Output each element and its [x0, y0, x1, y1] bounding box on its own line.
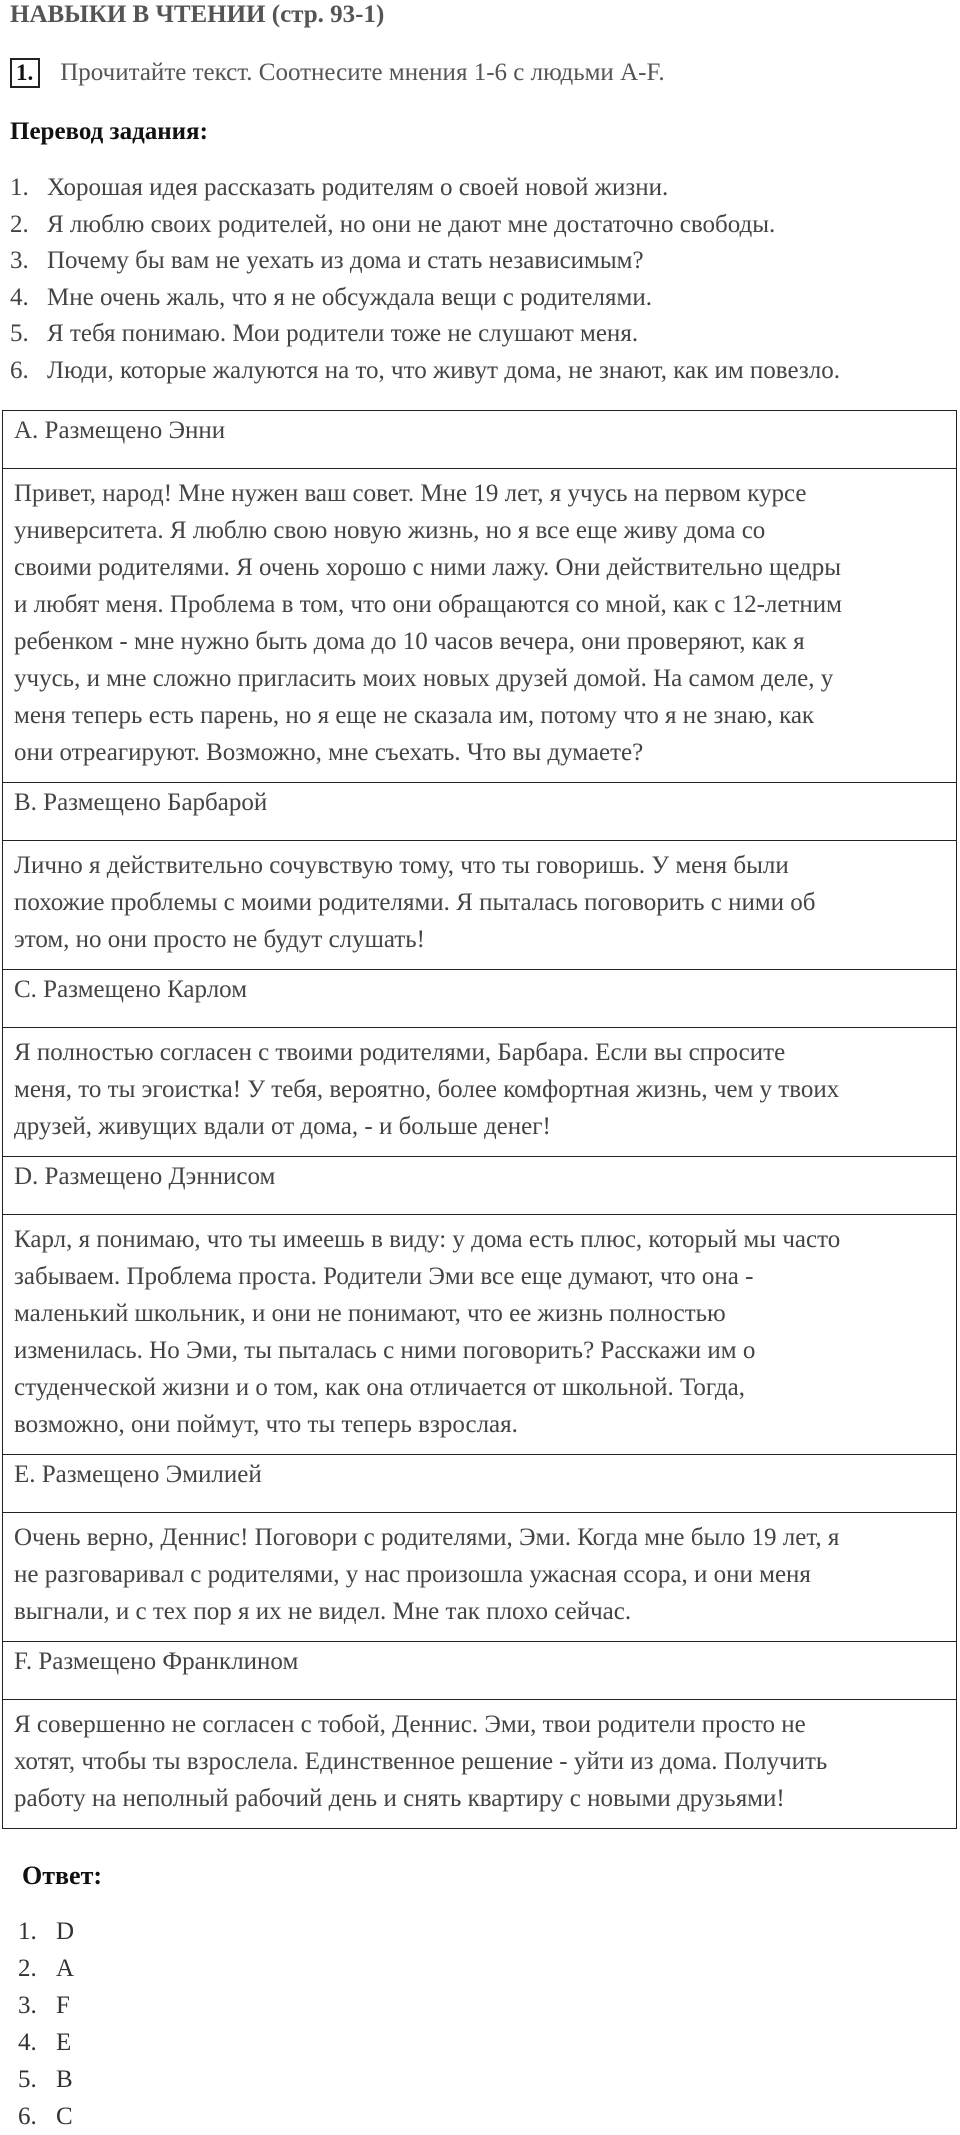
page-title: НАВЫКИ В ЧТЕНИИ (стр. 93-1): [10, 1, 385, 28]
post-body-line: этом, но они просто не будут слушать!: [14, 926, 425, 953]
answer-heading: Ответ:: [22, 1861, 103, 1890]
post-body-line: хотят, чтобы ты взрослела. Единственное решение - уйти из дома. Получить: [14, 1748, 828, 1775]
opinion-number: 6.: [10, 356, 29, 384]
post-body-line: учусь, и мне сложно пригласить моих новых друзей домой. На самом деле, у: [14, 665, 834, 692]
post-body-row: [3, 1215, 957, 1455]
post-author: C. Размещено Карлом: [3, 970, 957, 1028]
post-body-line: они отреагируют. Возможно, мне съехать. Что вы думаете?: [14, 739, 644, 766]
answer-letter: E: [56, 2029, 72, 2056]
post-author: D. Размещено Дэннисом: [3, 1157, 957, 1215]
post-body-line: маленький школьник, и они не понимают, что ее жизнь полностью: [14, 1300, 726, 1327]
post-body-line: изменилась. Но Эми, ты пыталась с ними поговорить? Расскажи им о: [14, 1337, 756, 1364]
post-body-row: [3, 1513, 957, 1642]
opinion-item: [10, 353, 840, 390]
post-body-line: друзей, живущих вдали от дома, - и больше денег!: [14, 1113, 551, 1140]
answer-number: 2.: [18, 1955, 37, 1982]
post-body-line: и любят меня. Проблема в том, что они обращаются со мной, как с 12-летним: [14, 591, 843, 618]
post-author: F. Размещено Франклином: [3, 1642, 957, 1700]
opinion-item: [10, 243, 840, 280]
opinion-item: [10, 280, 840, 317]
post-body-line: Очень верно, Деннис! Поговори с родителями, Эми. Когда мне было 19 лет, я: [14, 1524, 840, 1551]
post-body: [3, 1028, 957, 1157]
post-body-line: Я полностью согласен с твоими родителями, Барбара. Если вы спросите: [14, 1039, 786, 1066]
answer-letter: D: [56, 1918, 75, 1945]
post-body: [3, 1513, 957, 1642]
post-author-row: [3, 411, 957, 469]
post-body: [3, 841, 957, 970]
answer-item: [18, 1950, 74, 1987]
post-author-row: [3, 970, 957, 1028]
opinion-text: Я люблю своих родителей, но они не дают мне достаточно свободы.: [47, 210, 776, 238]
opinion-number: 4.: [10, 283, 29, 311]
post-body-line: Карл, я понимаю, что ты имеешь в виду: у дома есть плюс, который мы часто: [14, 1226, 841, 1253]
translation-heading: Перевод задания:: [10, 118, 208, 145]
answer-item: [18, 2098, 74, 2135]
post-body-line: студенческой жизни и о том, как она отличается от школьной. Тогда,: [14, 1374, 745, 1401]
opinion-number: 1.: [10, 174, 29, 201]
post-body-line: университета. Я люблю свою новую жизнь, но я все еще живу дома со: [14, 517, 766, 544]
task-number-box: 1.: [10, 58, 40, 88]
post-author-row: [3, 1157, 957, 1215]
post-body-row: [3, 1700, 957, 1829]
post-author-row: [3, 1455, 957, 1513]
post-body-line: ребенком - мне нужно быть дома до 10 часов вечера, они проверяют, как я: [14, 628, 805, 655]
task-instruction: [10, 56, 665, 90]
post-body-line: похожие проблемы с моими родителями. Я пыталась поговорить с ними об: [14, 889, 816, 916]
answer-letter: A: [56, 1955, 75, 1982]
post-body-line: возможно, они поймут, что ты теперь взрослая.: [14, 1411, 518, 1438]
answer-letter: C: [56, 2103, 73, 2130]
opinion-text: Люди, которые жалуются на то, что живут дома, не знают, как им повезло.: [47, 356, 840, 384]
post-body-line: работу на неполный рабочий день и снять квартиру с новыми друзьями!: [14, 1785, 785, 1812]
opinion-item: [10, 316, 840, 353]
answer-number: 6.: [18, 2103, 37, 2130]
post-body: [3, 469, 957, 783]
post-author: E. Размещено Эмилией: [3, 1455, 957, 1513]
answer-number: 5.: [18, 2066, 37, 2093]
post-body: [3, 1215, 957, 1455]
answer-letter: F: [56, 1992, 70, 2019]
opinion-number: 5.: [10, 320, 29, 347]
post-author-row: [3, 1642, 957, 1700]
post-body-row: [3, 469, 957, 783]
posts-table: [2, 410, 957, 1829]
opinion-text: Хорошая идея рассказать родителям о своей новой жизни.: [47, 174, 669, 201]
opinion-number: 3.: [10, 247, 29, 274]
answer-number: 3.: [18, 1992, 37, 2019]
answers-list: [18, 1913, 74, 2135]
opinion-text: Мне очень жаль, что я не обсуждала вещи с родителями.: [47, 283, 652, 311]
opinion-number: 2.: [10, 210, 29, 238]
opinions-list: [10, 170, 840, 389]
answer-letter: B: [56, 2066, 73, 2093]
post-body-line: выгнали, и с тех пор я их не видел. Мне так плохо сейчас.: [14, 1598, 632, 1625]
opinion-item: [10, 170, 840, 207]
post-body-line: Лично я действительно сочувствую тому, что ты говоришь. У меня были: [14, 852, 789, 879]
opinion-item: [10, 207, 840, 244]
task-instruction-text: Прочитайте текст. Соотнесите мнения 1-6 с людьми A-F.: [60, 59, 665, 86]
answer-item: [18, 1987, 74, 2024]
answer-item: [18, 2061, 74, 2098]
answer-item: [18, 2024, 74, 2061]
answer-number: 1.: [18, 1918, 37, 1945]
opinion-text: Я тебя понимаю. Мои родители тоже не слушают меня.: [47, 320, 639, 347]
post-body-line: своими родителями. Я очень хорошо с ними лажу. Они действительно щедры: [14, 554, 842, 581]
post-body-row: [3, 1028, 957, 1157]
post-body-line: не разговаривал с родителями, у нас произошла ужасная ссора, и они меня: [14, 1561, 811, 1588]
post-author-row: [3, 783, 957, 841]
post-body-line: меня теперь есть парень, но я еще не сказала им, потому что я не знаю, как: [14, 702, 815, 729]
post-author: A. Размещено Энни: [3, 411, 957, 469]
post-body-line: забываем. Проблема проста. Родители Эми все еще думают, что она -: [14, 1263, 754, 1290]
opinion-text: Почему бы вам не уехать из дома и стать независимым?: [47, 247, 644, 274]
post-body-row: [3, 841, 957, 970]
post-author: B. Размещено Барбарой: [3, 783, 957, 841]
answer-number: 4.: [18, 2029, 37, 2056]
post-body-line: меня, то ты эгоистка! У тебя, вероятно, более комфортная жизнь, чем у твоих: [14, 1076, 840, 1103]
posts-table-body: [3, 411, 957, 1829]
post-body: [3, 1700, 957, 1829]
answer-item: [18, 1913, 74, 1950]
post-body-line: Привет, народ! Мне нужен ваш совет. Мне 19 лет, я учусь на первом курсе: [14, 480, 807, 507]
post-body-line: Я совершенно не согласен с тобой, Деннис. Эми, твои родители просто не: [14, 1711, 806, 1738]
